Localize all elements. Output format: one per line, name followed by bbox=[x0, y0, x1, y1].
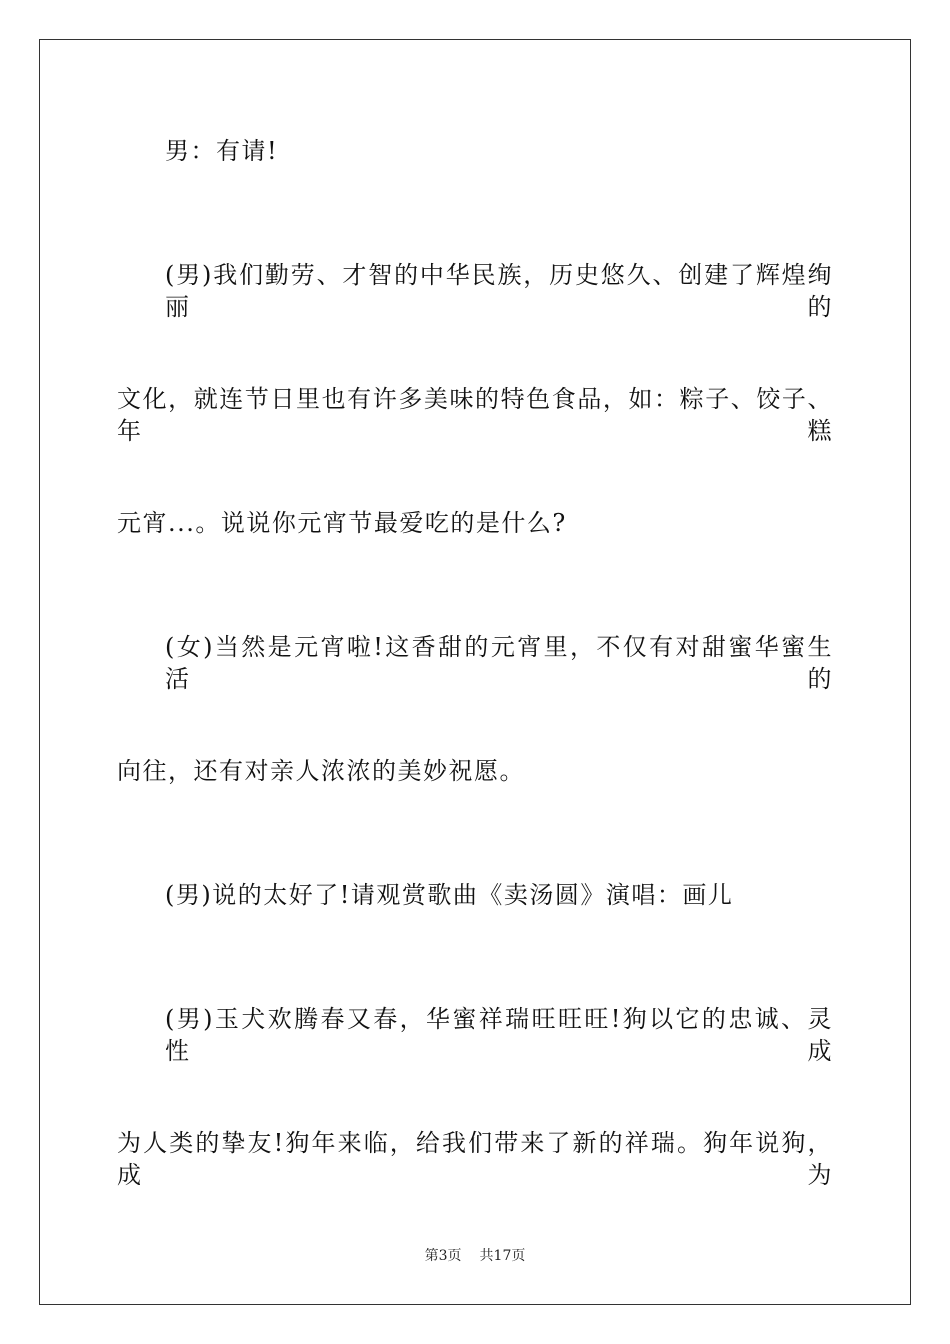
page-total: 共17页 bbox=[479, 1248, 526, 1264]
text-line: 男：有请! bbox=[165, 137, 279, 165]
page-footer bbox=[0, 1247, 950, 1265]
text-line: (男)我们勤劳、才智的中华民族，历史悠久、创建了辉煌绚丽的 bbox=[165, 261, 833, 321]
text-line: 元宵...。说说你元宵节最爱吃的是什么? bbox=[117, 509, 567, 537]
text-line: (男)说的太好了!请观赏歌曲《卖汤圆》演唱：画儿 bbox=[165, 881, 734, 909]
text-line: (男)玉犬欢腾春又春，华蜜祥瑞旺旺旺!狗以它的忠诚、灵性成 bbox=[165, 1005, 833, 1065]
page-number: 第3页 bbox=[424, 1248, 462, 1264]
text-line: 文化，就连节日里也有许多美味的特色食品，如：粽子、饺子、年糕 bbox=[117, 385, 833, 445]
text-line: 为人类的挚友!狗年来临，给我们带来了新的祥瑞。狗年说狗，成为 bbox=[117, 1129, 833, 1189]
text-line: 向往，还有对亲人浓浓的美妙祝愿。 bbox=[117, 757, 525, 785]
text-line: (女)当然是元宵啦!这香甜的元宵里，不仅有对甜蜜华蜜生活的 bbox=[165, 633, 833, 693]
